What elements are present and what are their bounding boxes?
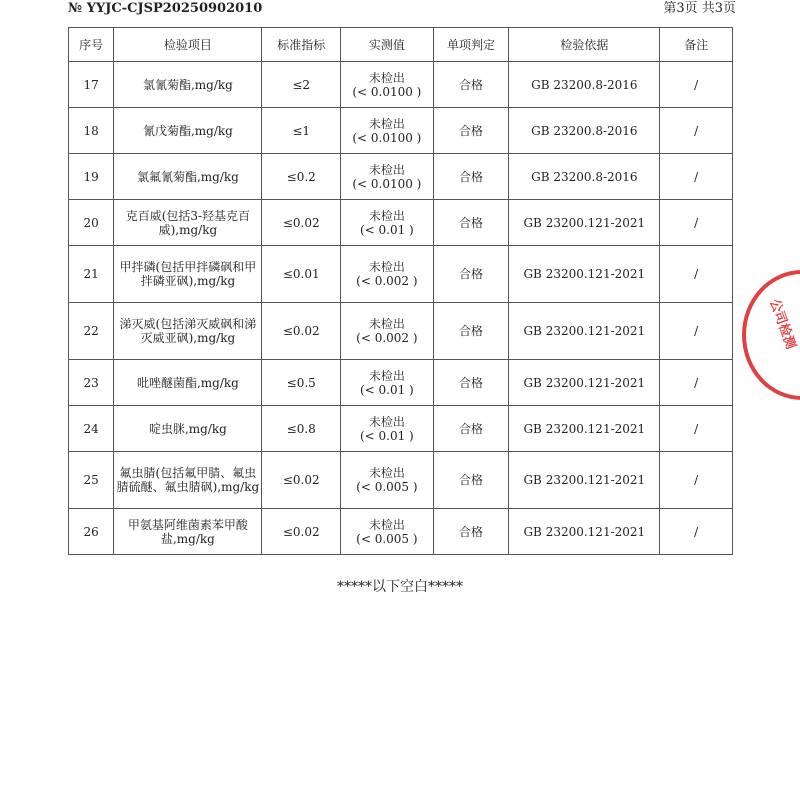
judgement-cell: 合格 xyxy=(433,200,509,246)
basis-cell: GB 23200.8-2016 xyxy=(509,62,660,108)
note-cell: / xyxy=(660,108,733,154)
detection-limit: (< 0.0100 ) xyxy=(352,84,422,99)
column-header: 序号 xyxy=(69,28,114,62)
measured-result: 未检出 xyxy=(368,517,405,532)
item-cell: 甲氨基阿维菌素苯甲酸盐,mg/kg xyxy=(114,509,262,555)
judgement-cell: 合格 xyxy=(433,452,509,509)
seq-cell: 20 xyxy=(69,200,114,246)
note-cell: / xyxy=(660,303,733,360)
seq-cell: 25 xyxy=(69,452,114,509)
measured-result: 未检出 xyxy=(368,208,405,223)
judgement-cell: 合格 xyxy=(433,406,509,452)
report-number: № YYJC-CJSP20250902010 xyxy=(68,1,263,16)
note-cell: / xyxy=(660,452,733,509)
basis-cell: GB 23200.121-2021 xyxy=(509,509,660,555)
note-cell: / xyxy=(660,62,733,108)
basis-cell: GB 23200.121-2021 xyxy=(509,406,660,452)
detection-limit: (< 0.002 ) xyxy=(356,274,418,288)
column-header: 单项判定 xyxy=(433,28,509,62)
judgement-cell: 合格 xyxy=(433,108,509,154)
judgement-cell: 合格 xyxy=(433,154,509,200)
seq-cell: 22 xyxy=(69,303,114,360)
page-header xyxy=(68,0,736,20)
basis-cell: GB 23200.121-2021 xyxy=(509,200,660,246)
seq-cell: 26 xyxy=(69,509,114,555)
table-row xyxy=(69,303,733,360)
note-cell: / xyxy=(660,154,733,200)
measured-cell xyxy=(341,509,434,555)
standard-cell: ≤0.2 xyxy=(262,154,341,200)
table-row xyxy=(69,452,733,509)
basis-cell: GB 23200.121-2021 xyxy=(509,246,660,303)
seq-cell: 17 xyxy=(69,62,114,108)
standard-cell: ≤2 xyxy=(262,62,341,108)
judgement-cell: 合格 xyxy=(433,246,509,303)
blank-below-note: *****以下空白***** xyxy=(337,579,463,595)
item-cell: 氯氟氰菊酯,mg/kg xyxy=(114,154,262,200)
detection-limit: (< 0.01 ) xyxy=(359,428,414,443)
item-cell: 吡唑醚菌酯,mg/kg xyxy=(114,360,262,406)
standard-cell: ≤0.02 xyxy=(262,200,341,246)
table-header-row xyxy=(69,28,733,62)
detection-limit: (< 0.0100 ) xyxy=(352,176,422,191)
item-cell: 啶虫脒,mg/kg xyxy=(114,406,262,452)
item-cell: 氯氰菊酯,mg/kg xyxy=(114,62,262,108)
measured-cell xyxy=(341,303,434,360)
standard-cell: ≤0.02 xyxy=(262,452,341,509)
item-cell: 氰戊菊酯,mg/kg xyxy=(114,108,262,154)
basis-cell: GB 23200.121-2021 xyxy=(509,360,660,406)
measured-result: 未检出 xyxy=(368,466,405,480)
seq-cell: 18 xyxy=(69,108,114,154)
item-cell: 涕灭威(包括涕灭威砜和涕灭威亚砜),mg/kg xyxy=(114,303,262,360)
basis-cell: GB 23200.121-2021 xyxy=(509,452,660,509)
inspection-results-table xyxy=(68,27,733,555)
seq-cell: 21 xyxy=(69,246,114,303)
table-row xyxy=(69,154,733,200)
measured-cell xyxy=(341,406,434,452)
item-cell: 克百威(包括3-羟基克百威),mg/kg xyxy=(114,200,262,246)
standard-cell: ≤1 xyxy=(262,108,341,154)
detection-limit: (< 0.0100 ) xyxy=(352,130,422,145)
detection-limit: (< 0.005 ) xyxy=(356,480,418,494)
judgement-cell: 合格 xyxy=(433,360,509,406)
standard-cell: ≤0.8 xyxy=(262,406,341,452)
measured-cell xyxy=(341,108,434,154)
basis-cell: GB 23200.8-2016 xyxy=(509,108,660,154)
judgement-cell: 合格 xyxy=(433,62,509,108)
table-row xyxy=(69,360,733,406)
standard-cell: ≤0.01 xyxy=(262,246,341,303)
measured-cell xyxy=(341,62,434,108)
seq-cell: 24 xyxy=(69,406,114,452)
detection-limit: (< 0.005 ) xyxy=(356,531,418,546)
table-row xyxy=(69,509,733,555)
standard-cell: ≤0.02 xyxy=(262,509,341,555)
table-row xyxy=(69,200,733,246)
seq-cell: 19 xyxy=(69,154,114,200)
measured-result: 未检出 xyxy=(368,260,405,274)
measured-cell xyxy=(341,452,434,509)
detection-limit: (< 0.01 ) xyxy=(359,382,414,397)
measured-result: 未检出 xyxy=(368,414,405,429)
stamp-text: 公司检测 xyxy=(766,297,799,352)
column-header: 实测值 xyxy=(341,28,434,62)
measured-cell xyxy=(341,200,434,246)
note-cell: / xyxy=(660,406,733,452)
column-header: 检验项目 xyxy=(114,28,262,62)
table-row xyxy=(69,108,733,154)
basis-cell: GB 23200.121-2021 xyxy=(509,303,660,360)
measured-result: 未检出 xyxy=(368,116,405,131)
measured-result: 未检出 xyxy=(368,317,405,331)
column-header: 标准指标 xyxy=(262,28,341,62)
note-cell: / xyxy=(660,246,733,303)
note-cell: / xyxy=(660,200,733,246)
table-row xyxy=(69,62,733,108)
measured-result: 未检出 xyxy=(368,70,405,85)
table-row xyxy=(69,246,733,303)
measured-cell xyxy=(341,246,434,303)
column-header: 检验依据 xyxy=(509,28,660,62)
column-header: 备注 xyxy=(660,28,733,62)
standard-cell: ≤0.02 xyxy=(262,303,341,360)
standard-cell: ≤0.5 xyxy=(262,360,341,406)
page-indicator: 第3页 共3页 xyxy=(663,1,736,16)
note-cell: / xyxy=(660,360,733,406)
judgement-cell: 合格 xyxy=(433,303,509,360)
measured-cell xyxy=(341,154,434,200)
red-seal-stamp xyxy=(742,270,800,400)
measured-cell xyxy=(341,360,434,406)
measured-result: 未检出 xyxy=(368,368,405,383)
detection-limit: (< 0.01 ) xyxy=(359,222,414,237)
basis-cell: GB 23200.8-2016 xyxy=(509,154,660,200)
item-cell: 氟虫腈(包括氟甲腈、氟虫腈硫醚、氟虫腈砜),mg/kg xyxy=(114,452,262,509)
table-row xyxy=(69,406,733,452)
seq-cell: 23 xyxy=(69,360,114,406)
item-cell: 甲拌磷(包括甲拌磷砜和甲拌磷亚砜),mg/kg xyxy=(114,246,262,303)
measured-result: 未检出 xyxy=(368,162,405,177)
note-cell: / xyxy=(660,509,733,555)
detection-limit: (< 0.002 ) xyxy=(356,331,418,345)
judgement-cell: 合格 xyxy=(433,509,509,555)
